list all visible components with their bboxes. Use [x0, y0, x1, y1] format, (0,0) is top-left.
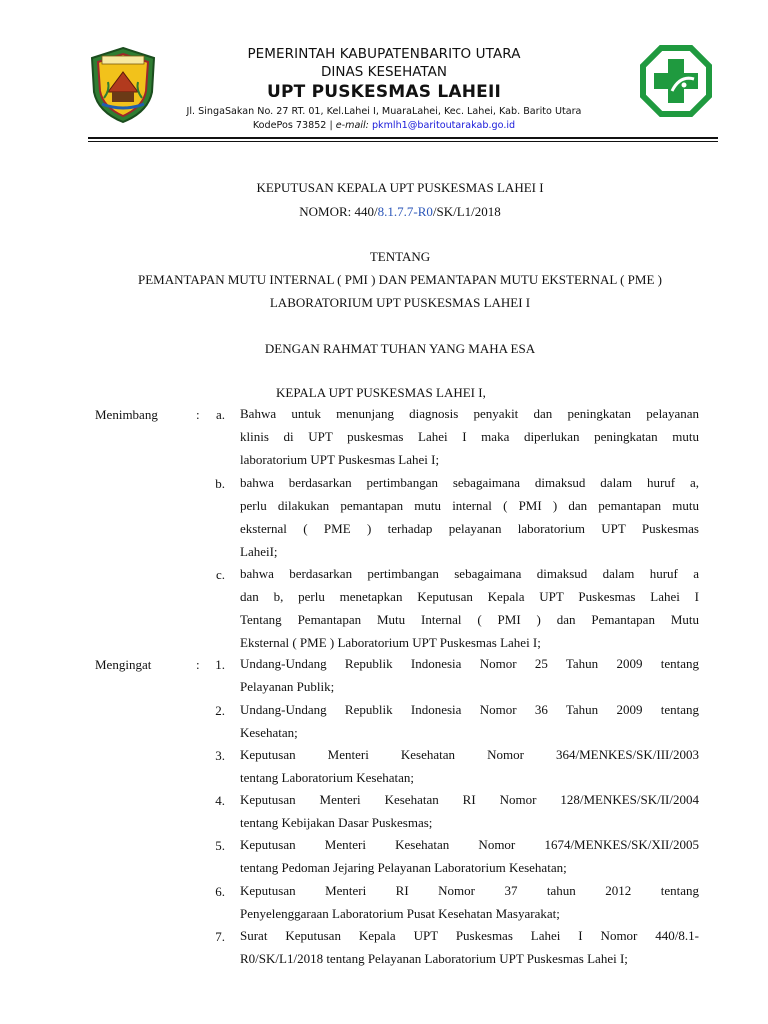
mengingat-item-5-line: Keputusan Menteri Kesehatan Nomor 1674/MENKES/SK/XII/2005 [240, 837, 699, 852]
menimbang-item-a-line: Bahwa untuk menunjang diagnosis penyakit dan peningkatan pelayanan [240, 406, 699, 421]
mengingat-item-4-line: Keputusan Menteri Kesehatan RI Nomor 128/MENKES/SK/II/2004 [240, 792, 699, 807]
menimbang-item-a-marker: a. [215, 407, 225, 422]
decree-number-suffix: /SK/L1/2018 [432, 204, 501, 219]
mengingat-item-6-line: Penyelenggaraan Laboratorium Pusat Kesehatan Masyarakat; [240, 906, 560, 921]
decree-number-code: 8.1.7.7-R0 [377, 204, 433, 219]
mengingat-item-5-line: tentang Pedoman Jejaring Pelayanan Laboratorium Kesehatan; [240, 860, 567, 875]
address-line: Jl. SingaSakan No. 27 RT. 01, Kel.Lahei I, MuaraLahei, Kec. Lahei, Kab. Barito Utara [186, 106, 582, 117]
mengingat-item-7-marker: 7. [215, 929, 225, 944]
postcode-email-line [0, 120, 768, 131]
mengingat-item-3-line: Keputusan Menteri Kesehatan Nomor 364/MENKES/SK/III/2003 [240, 747, 699, 762]
menimbang-item-b-line: LaheiI; [240, 544, 278, 559]
menimbang-item-c-marker: c. [215, 567, 225, 582]
government-name: PEMERINTAH KABUPATENBARITO UTARA [247, 46, 521, 62]
mengingat-item-2-marker: 2. [215, 703, 225, 718]
mengingat-item-4-line: tentang Kebijakan Dasar Puskesmas; [240, 815, 433, 830]
mengingat-item-2-line: Undang-Undang Republik Indonesia Nomor 36 Tahun 2009 tentang [240, 702, 699, 717]
menimbang-item-b-marker: b. [215, 476, 225, 491]
menimbang-item-c-line: Eksternal ( PME ) Laboratorium UPT Puskesmas Lahei I; [240, 635, 541, 650]
mengingat-item-6-line: Keputusan Menteri RI Nomor 37 tahun 2012 tentang [240, 883, 699, 898]
department-name: DINAS KESEHATAN [321, 64, 447, 80]
mengingat-item-2-line: Kesehatan; [240, 725, 298, 740]
menimbang-item-c-line: bahwa berdasarkan pertimbangan sebagaimana dimaksud dalam huruf a [240, 566, 699, 581]
preamble-rahmat: DENGAN RAHMAT TUHAN YANG MAHA ESA [264, 341, 536, 356]
email-link[interactable]: pkmlh1@baritoutarakab.go.id [368, 120, 516, 131]
decree-subject-line1: PEMANTAPAN MUTU INTERNAL ( PMI ) DAN PEMANTAPAN MUTU EKSTERNAL ( PME ) [138, 272, 662, 287]
institution-name: UPT PUSKESMAS LAHEII [266, 82, 502, 102]
postcode: KodePos 73852 | [252, 120, 336, 131]
decree-title: KEPUTUSAN KEPALA UPT PUSKESMAS LAHEI I [256, 180, 544, 195]
mengingat-item-3-marker: 3. [215, 748, 225, 763]
email-label: e-mail: [335, 120, 369, 131]
mengingat-item-1-marker: 1. [215, 657, 225, 672]
menimbang-item-b-line: eksternal ( PME ) terhadap pelayanan laboratorium UPT Puskesmas [240, 521, 699, 536]
letterhead-rule-thin [88, 141, 718, 142]
menimbang-item-c-line: dan b, perlu menetapkan Keputusan Kepala UPT Puskesmas Lahei I [240, 589, 699, 604]
menimbang-item-a-line: laboratorium UPT Puskesmas Lahei I; [240, 452, 440, 467]
menimbang-item-b-line: bahwa berdasarkan pertimbangan sebagaimana dimaksud dalam huruf a, [240, 475, 699, 490]
menimbang-item-a-line: klinis di UPT puskesmas Lahei I maka diperlukan peningkatan mutu [240, 429, 699, 444]
mengingat-item-7-line: R0/SK/L1/2018 tentang Pelayanan Laboratorium UPT Puskesmas Lahei I; [240, 951, 628, 966]
menimbang-item-c-line: Tentang Pemantapan Mutu Internal ( PMI ) dan Pemantapan Mutu [240, 612, 699, 627]
mengingat-colon: : [196, 657, 200, 672]
mengingat-item-5-marker: 5. [215, 838, 225, 853]
letterhead [0, 0, 768, 150]
mengingat-item-6-marker: 6. [215, 884, 225, 899]
mengingat-item-4-marker: 4. [215, 793, 225, 808]
mengingat-item-1-line: Pelayanan Publik; [240, 679, 335, 694]
mengingat-label: Mengingat [95, 657, 152, 672]
puskesmas-logo-icon [640, 45, 712, 117]
mengingat-item-1-line: Undang-Undang Republik Indonesia Nomor 25 Tahun 2009 tentang [240, 656, 699, 671]
mengingat-item-7-line: Surat Keputusan Kepala UPT Puskesmas Lahei I Nomor 440/8.1- [240, 928, 699, 943]
issuer-title: KEPALA UPT PUSKESMAS LAHEI I, [276, 385, 486, 400]
decree-number-prefix: NOMOR: 440/ [299, 204, 378, 219]
menimbang-item-b-line: perlu dilakukan pemantapan mutu internal ( PMI ) dan pemantapan mutu [240, 498, 699, 513]
menimbang-colon: : [196, 407, 200, 422]
decree-number [0, 204, 768, 220]
tentang-heading: TENTANG [369, 249, 431, 264]
decree-subject-line2: LABORATORIUM UPT PUSKESMAS LAHEI I [269, 295, 531, 310]
letterhead-rule [88, 137, 718, 139]
mengingat-item-3-line: tentang Laboratorium Kesehatan; [240, 770, 414, 785]
menimbang-label: Menimbang [95, 407, 158, 422]
